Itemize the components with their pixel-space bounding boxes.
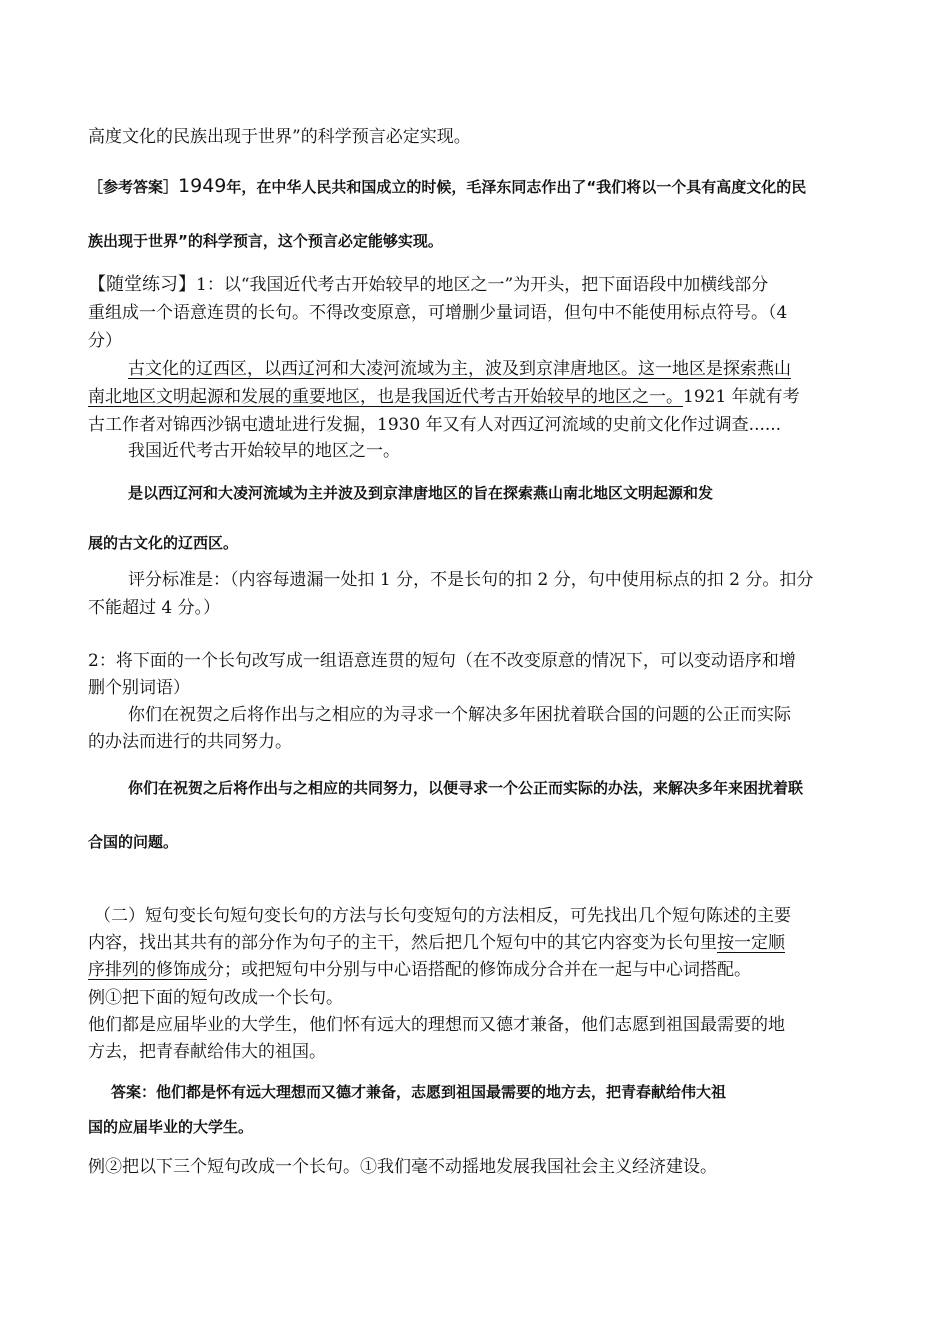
text-line: 高度文化的民族出现于世界”的科学预言必定实现。 [88,127,471,147]
question-text: 他们都是应届毕业的大学生，他们怀有远大的理想而又德才兼备，他们志愿到祖国最需要的地 [88,1015,785,1035]
underlined-text: 南北地区文明起源和发展的重要地区，也是我国近代考古开始较早的地区之一。 [88,387,683,407]
reference-answer-label: ［参考答案］ [88,178,179,196]
passage-text: 1921 年就有考 [683,387,800,407]
scoring-standard: 评分标准是：（内容每遗漏一处扣 1 分，不是长句的扣 2 分，句中使用标点的扣 2 分。扣分 [128,570,814,590]
example-title: 例①把下面的短句改成一个长句。 [88,988,343,1008]
section-heading: （二）短句变长句短句变长句的方法与长句变短句的方法相反，可先找出几个短句陈述的主要 [94,906,791,926]
example-title: 例②把以下三个短句改成一个长句。①我们毫不动摇地发展我国社会主义经济建设。 [88,1157,717,1177]
answer-text: 是以西辽河和大凌河流域为主并波及到京津唐地区的旨在探索燕山南北地区文明起源和发 [128,484,714,502]
underlined-text: 序排列的修饰成 [88,960,207,980]
underlined-text: 按一定顺 [717,933,785,953]
question-text: 你们在祝贺之后将作出与之相应的为寻求一个解决多年困扰着联合国的问题的公正而实际 [128,705,791,725]
scoring-standard: 不能超过 4 分。） [88,598,221,618]
underlined-passage [128,358,791,380]
exercise-label: 【随堂练习】 [88,274,196,295]
text-segment: 内容，找出其共有的部分作为句子的主干，然后把几个短句中的其它内容变为长句里 [88,933,717,953]
text-line: 分） [88,331,122,351]
text-line [88,932,785,954]
text-line: 重组成一个语意连贯的长句。不得改变原意，可增删少量词语，但句中不能使用标点符号。（4 [88,303,788,323]
reference-answer-text: 年，在中华人民共和国成立的时候，毛泽东同志作出了“我们将以一个具有高度文化的民 [226,178,807,196]
exercise-text: 1：以“我国近代考古开始较早的地区之一”为开头，把下面语段中加横线部分 [196,275,769,295]
year-text: 1949 [178,175,227,197]
text-line [88,959,751,981]
answer-text: 合国的问题。 [88,833,179,851]
exercise-heading: 2：将下面的一个长句改写成一组语意连贯的短句（在不改变原意的情况下，可以变动语序和增 [88,651,796,671]
answer-text: 国的应届毕业的大学生。 [88,1118,254,1136]
answer-text: 展的古文化的辽西区。 [88,534,239,552]
question-text: 的办法而进行的共同努力。 [88,732,292,752]
passage-line: 古工作者对锦西沙锅屯遗址进行发掘，1930 年又有人对西辽河流域的史前文化作过调查...... [88,415,782,435]
reference-answer-line [88,176,806,197]
answer-start: 我国近代考古开始较早的地区之一。 [128,441,400,461]
exercise-heading [88,274,768,296]
passage-line [88,386,800,408]
text-line: 删个别词语） [88,678,190,698]
reference-answer-text: 族出现于世界”的科学预言，这个预言必定能够实现。 [88,232,443,250]
text-segment: 分；或把短句中分别与中心语搭配的修饰成分合并在一起与中心词搭配。 [207,960,751,980]
underlined-text: 古文化的辽西区，以西辽河和大凌河流域为主，波及到京津唐地区。这一地区是探索燕山 [128,359,791,379]
answer-text: 你们在祝贺之后将作出与之相应的共同努力，以便寻求一个公正而实际的办法，来解决多年来困扰着联 [128,779,804,797]
question-text: 方去，把青春献给伟大的祖国。 [88,1042,326,1062]
answer-text: 答案：他们都是怀有远大理想而又德才兼备，志愿到祖国最需要的地方去，把青春献给伟大祖 [111,1083,727,1101]
